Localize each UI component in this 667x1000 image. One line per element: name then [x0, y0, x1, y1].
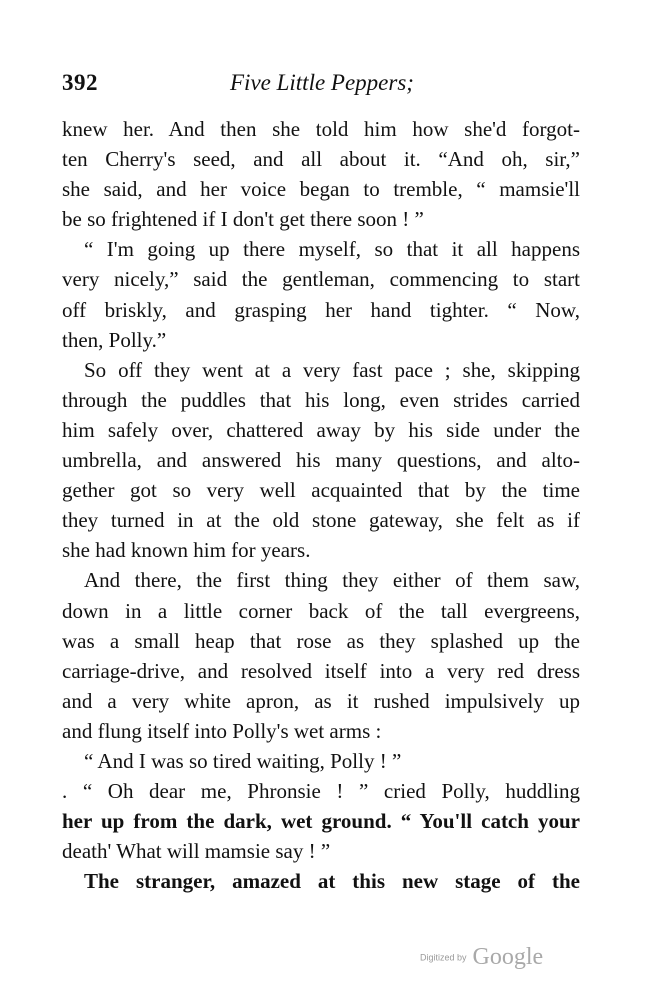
text-line: ten Cherry's seed, and all about it. “And oh, sir,” — [62, 147, 580, 172]
text-line: umbrella, and answered his many questions, and alto- — [62, 448, 580, 473]
text-line: and a very white apron, as it rushed impulsively up — [62, 688, 580, 713]
text-line: she said, and her voice began to tremble, “ mamsie'll — [62, 177, 580, 202]
text-line: . “ Oh dear me, Phronsie ! ” cried Polly, huddling — [62, 779, 580, 804]
text-line: “ And I was so tired waiting, Polly ! ” — [84, 748, 402, 773]
digitized-by-google-mark — [420, 944, 580, 974]
text-line: was a small heap that rose as they splashed up the — [62, 628, 580, 653]
page-header — [62, 70, 582, 104]
text-line: they turned in at the old stone gateway, she felt as if — [62, 508, 580, 533]
body-text — [62, 114, 580, 896]
text-line: through the puddles that his long, even strides carried — [62, 387, 580, 412]
text-line: very nicely,” said the gentleman, commencing to start — [62, 267, 580, 292]
text-line: be so frightened if I don't get there soon ! ” — [62, 207, 424, 232]
text-line: “ I'm going up there myself, so that it all happens — [84, 237, 580, 262]
text-line: death' What will mamsie say ! ” — [62, 839, 331, 864]
text-line: The stranger, amazed at this new stage of the — [84, 869, 580, 894]
page-number: 392 — [62, 70, 98, 95]
text-line: her up from the dark, wet ground. “ You'll catch your — [62, 809, 580, 834]
text-line: And there, the first thing they either of them saw, — [84, 568, 580, 593]
text-line: off briskly, and grasping her hand tighter. “ Now, — [62, 297, 580, 322]
text-line: knew her. And then she told him how she'd forgot- — [62, 117, 580, 141]
google-logo-text: Google — [472, 944, 544, 970]
text-line: she had known him for years. — [62, 538, 311, 563]
text-line: then, Polly.” — [62, 327, 167, 352]
text-line: carriage-drive, and resolved itself into a very red dress — [62, 658, 580, 683]
running-title: Five Little Peppers; — [230, 70, 414, 95]
text-line: down in a little corner back of the tall evergreens, — [62, 598, 580, 623]
text-line: gether got so very well acquainted that by the time — [62, 478, 580, 503]
text-line: and flung itself into Polly's wet arms : — [62, 718, 382, 743]
text-line: So off they went at a very fast pace ; she, skipping — [84, 357, 580, 382]
text-line: him safely over, chattered away by his side under the — [62, 417, 580, 442]
digitized-label: Digitized by — [420, 952, 467, 963]
